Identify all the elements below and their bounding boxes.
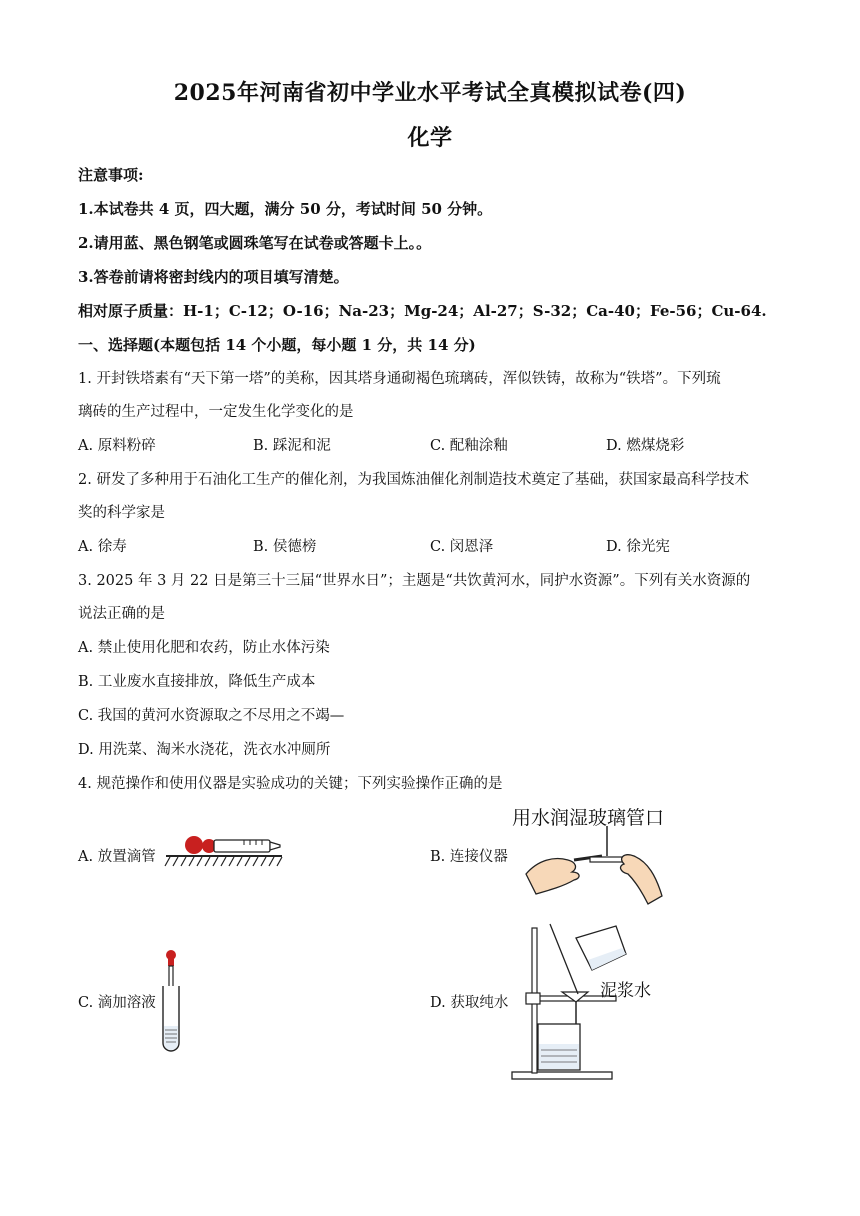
- dropper-on-table-figure: [164, 826, 284, 870]
- question-4-text: 4. 规范操作和使用仪器是实验成功的关键；下列实验操作正确的是: [78, 776, 503, 792]
- question-1-text-line1: 1. 开封铁塔素有“天下第一塔”的美称，因其塔身通砌褐色琉璃砖，浑似铁铸，故称为“铁塔”。下列琉: [78, 371, 721, 387]
- question-1-option-a: A. 原料粉碎: [78, 438, 156, 454]
- notice-heading: 注意事项:: [78, 166, 144, 184]
- question-3-option-c: C. 我国的黄河水资源取之不尽用之不竭—: [78, 708, 345, 724]
- question-1-option-d: D. 燃煤烧彩: [606, 438, 685, 454]
- question-2-option-a: A. 徐寿: [78, 539, 127, 555]
- question-1-text-line2: 璃砖的生产过程中，一定发生化学变化的是: [78, 404, 354, 420]
- notice-item-1: 1.本试卷共 4 页，四大题，满分 50 分，考试时间 50 分钟。: [78, 200, 493, 218]
- exam-title: 2025年河南省初中学业水平考试全真模拟试卷(四): [173, 80, 687, 106]
- question-1-option-b: B. 踩泥和泥: [253, 438, 331, 454]
- question-4-option-b: B. 连接仪器: [430, 849, 508, 865]
- question-2-text-line2: 奖的科学家是: [78, 505, 165, 521]
- connecting-tube-figure: [524, 826, 664, 906]
- question-2-option-d: D. 徐光宪: [606, 539, 670, 555]
- atomic-mass-line: 相对原子质量：H-1；C-12；O-16；Na-23；Mg-24；Al-27；S-32；Ca-40；Fe-56；Cu-64.: [78, 302, 767, 320]
- subject-title: 化学: [407, 125, 453, 151]
- notice-item-3: 3.答卷前请将密封线内的项目填写清楚。: [78, 268, 349, 286]
- figure-d-label: 泥浆水: [600, 981, 651, 1001]
- question-3-option-a: A. 禁止使用化肥和农药，防止水体污染: [78, 640, 330, 656]
- question-2-option-c: C. 闵恩泽: [430, 539, 494, 555]
- question-3-option-d: D. 用洗菜、淘米水浇花，洗衣水冲厕所: [78, 742, 331, 758]
- question-2-text-line1: 2. 研发了多种用于石油化工生产的催化剂，为我国炼油催化剂制造技术奠定了基础，获国家最高科学技术: [78, 472, 749, 488]
- adding-solution-figure: [158, 946, 188, 1054]
- question-3-option-b: B. 工业废水直接排放，降低生产成本: [78, 674, 316, 690]
- filtration-figure: [504, 920, 654, 1082]
- question-3-text-line2: 说法正确的是: [78, 606, 165, 622]
- question-4-option-c: C. 滴加溶液: [78, 995, 156, 1011]
- question-1-option-c: C. 配釉涂釉: [430, 438, 508, 454]
- question-4-option-a: A. 放置滴管: [78, 849, 156, 865]
- question-3-text-line1: 3. 2025 年 3 月 22 日是第三十三届“世界水日”；主题是“共饮黄河水，同护水资源”。下列有关水资源的: [78, 573, 751, 589]
- section-heading: 一、选择题(本题包括 14 个小题，每小题 1 分，共 14 分): [78, 336, 476, 354]
- question-2-option-b: B. 侯德榜: [253, 539, 317, 555]
- question-4-option-d: D. 获取纯水: [430, 995, 509, 1011]
- notice-item-2: 2.请用蓝、黑色钢笔或圆珠笔写在试卷或答题卡上。。: [78, 234, 432, 252]
- figure-b-caption: 用水润湿玻璃管口: [512, 807, 665, 829]
